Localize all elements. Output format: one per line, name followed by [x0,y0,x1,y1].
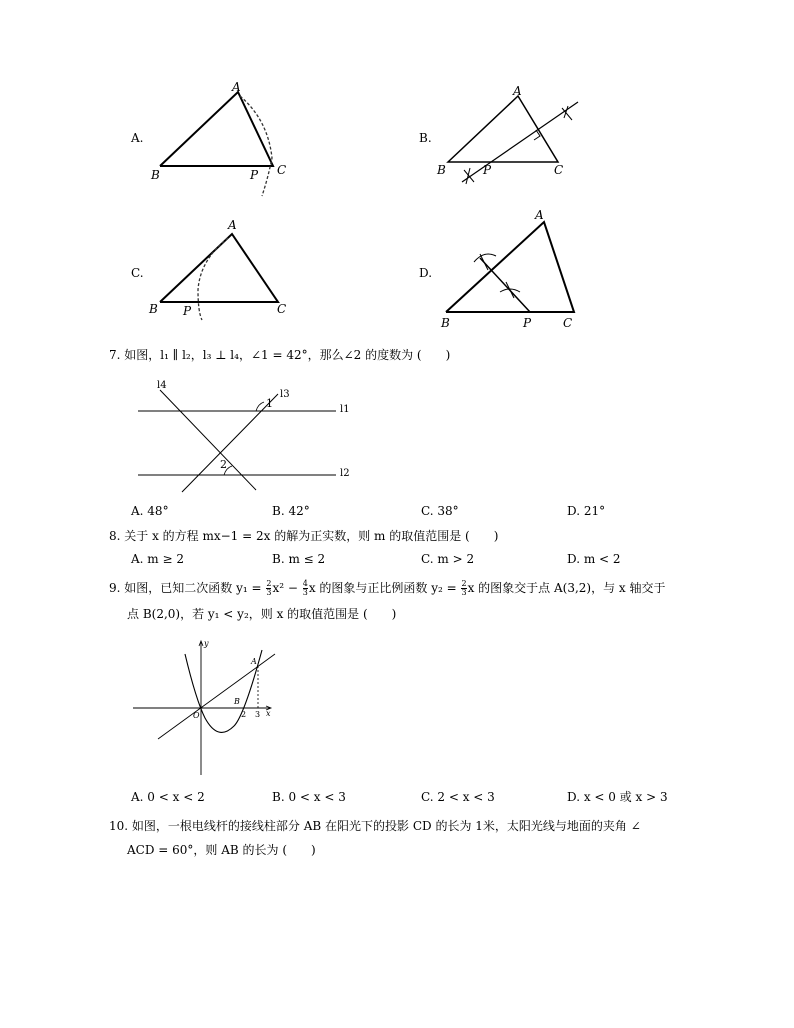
tick-2-label: 2 [241,710,247,719]
pt-p-2: P [483,163,492,177]
option-b-label: B. [419,131,432,145]
frac-num: 2 [461,579,467,588]
point-b-label: B [234,697,240,706]
option-a-label: A. [131,131,144,145]
pt-a-4: A [535,208,544,222]
pt-p-4: P [523,316,532,330]
frac-den: 3 [302,588,308,597]
pt-c-1: C [277,163,287,177]
pt-c-2: C [554,163,564,177]
label-l1: l1 [340,404,350,415]
q7-option-a: A. 48° [131,504,169,518]
label-l3: l3 [280,389,290,400]
angle-2-label: 2 [220,458,227,471]
q7-option-c: C. 38° [421,504,459,518]
origin-label: O [193,711,200,720]
q8-option-b: B. m ≤ 2 [272,552,326,566]
q9-stem-line2: 点 B(2,0)，若 y₁ < y₂，则 x 的取值范围是 ( ) [127,607,397,621]
tick-3-label: 3 [255,710,261,719]
pt-a-2: A [513,84,522,98]
frac-den: 3 [266,588,272,597]
pt-b-2: B [437,163,446,177]
q9-option-b: B. 0 < x < 3 [272,790,346,804]
pt-b-1: B [151,168,160,182]
q10-stem-line2: ACD = 60°，则 AB 的长为 ( ) [127,843,316,857]
frac-num: 4 [302,579,308,588]
q8-option-d: D. m < 2 [567,552,621,566]
q9-stem-pre: 9. 如图，已知二次函数 y₁ = [109,581,266,595]
q9-option-d: D. x < 0 或 x > 3 [567,790,668,804]
q7-stem: 7. 如图，l₁ ∥ l₂，l₃ ⊥ l₄，∠1 = 42°，那么∠2 的度数为 ( ) [109,348,451,362]
q10-stem-line1: 10. 如图，一根电线杆的接线柱部分 AB 在阳光下的投影 CD 的长为 1米，太阳光线与地面的夹角 ∠ [109,819,641,833]
label-l2: l2 [340,468,350,479]
q9-stem-mid2: x 的图象与正比例函数 y₂ = [308,581,461,595]
pt-a-3: A [228,218,237,232]
pt-p-1: P [250,168,259,182]
option-c-label: C. [131,266,144,280]
q7-option-d: D. 21° [567,504,606,518]
pt-p-3: P [183,304,192,318]
axis-y-label: y [204,639,209,648]
q8-stem: 8. 关于 x 的方程 mx−1 = 2x 的解为正实数，则 m 的取值范围是 ( ) [109,529,499,543]
option-d-label: D. [419,266,433,280]
q9-option-a: A. 0 < x < 2 [131,790,205,804]
frac-den: 3 [461,588,467,597]
pt-b-4: B [441,316,450,330]
point-a-label: A [251,657,257,666]
pt-c-4: C [563,316,573,330]
axis-x-label: x [266,709,271,718]
q8-option-c: C. m > 2 [421,552,475,566]
q9-stem-mid1: x² − [272,581,302,595]
q9-option-c: C. 2 < x < 3 [421,790,495,804]
pt-b-3: B [149,302,158,316]
q8-option-a: A. m ≥ 2 [131,552,184,566]
frac-num: 2 [266,579,272,588]
pt-a-1: A [232,80,241,94]
angle-1-label: 1 [266,397,273,410]
q9-stem-post: x 的图象交于点 A(3,2)，与 x 轴交于 [467,581,666,595]
pt-c-3: C [277,302,287,316]
label-l4: l4 [157,380,167,391]
q7-option-b: B. 42° [272,504,310,518]
